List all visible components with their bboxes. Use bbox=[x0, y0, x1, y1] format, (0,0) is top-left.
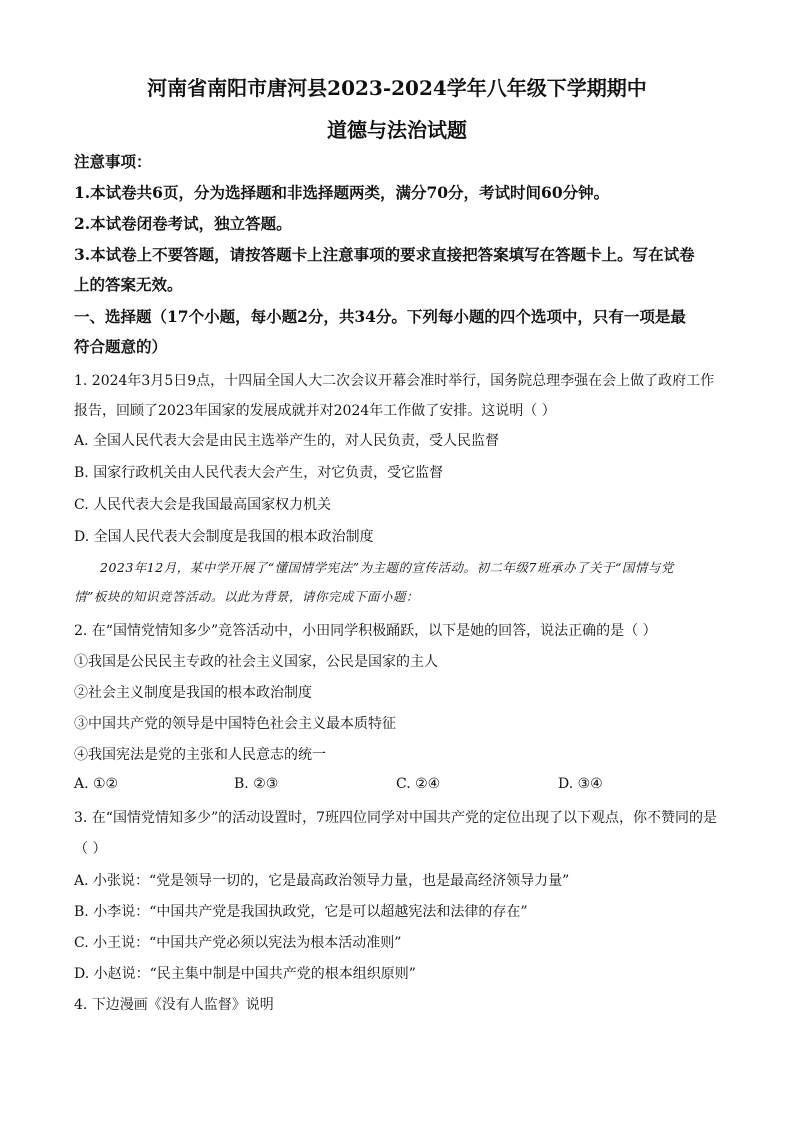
question-1-option-c: C. 人民代表大会是我国最高国家权力机关 bbox=[74, 497, 332, 513]
question-2-statement-3: ③中国共产党的领导是中国特色社会主义最本质特征 bbox=[74, 716, 396, 732]
question-2-stem: 2. 在“国情党情知多少”竞答活动中，小田同学积极踊跃，以下是她的回答，说法正确的是（ ） bbox=[74, 623, 657, 639]
notice-heading: 注意事项： bbox=[74, 152, 152, 171]
question-3-option-a: A. 小张说：“党是领导一切的，它是最高政治领导力量，也是最高经济领导力量” bbox=[74, 873, 570, 889]
notice-item-3: 3.本试卷上不要答题，请按答题卡上注意事项的要求直接把答案填写在答题卡上。写在试卷 bbox=[74, 245, 695, 264]
question-3-option-c: C. 小王说：“中国共产党必须以宪法为根本活动准则” bbox=[74, 935, 402, 951]
question-1-option-d: D. 全国人民代表大会制度是我国的根本政治制度 bbox=[74, 529, 374, 545]
question-2-choice-c: C. ②④ bbox=[396, 776, 441, 792]
question-4-stem: 4. 下边漫画《没有人监督》说明 bbox=[74, 997, 274, 1013]
question-3-stem: 3. 在“国情党情知多少”的活动设置时，7班四位同学对中国共产党的定位出现了以下观点，你不赞同的是 bbox=[74, 810, 718, 826]
notice-item-2: 2.本试卷闭卷考试，独立答题。 bbox=[74, 214, 292, 233]
question-2-choice-d: D. ③④ bbox=[558, 776, 603, 792]
question-3-stem-cont: （ ） bbox=[74, 841, 107, 857]
material-intro: 2023年12月，某中学开展了“懂国情学宪法”为主题的宣传活动。初二年级7班承办了关于“国情与党 bbox=[100, 560, 674, 575]
question-2-statement-4: ④我国宪法是党的主张和人民意志的统一 bbox=[74, 747, 326, 763]
question-1-option-a: A. 全国人民代表大会是由民主选举产生的，对人民负责，受人民监督 bbox=[74, 433, 500, 449]
notice-item-1: 1.本试卷共6页，分为选择题和非选择题两类，满分70分，考试时间60分钟。 bbox=[74, 183, 610, 202]
section-heading: 一、选择题（17个小题，每小题2分，共34分。下列每小题的四个选项中，只有一项是最 bbox=[74, 307, 686, 326]
question-1-stem: 1. 2024年3月5日9点，十四届全国人大二次会议开幕会准时举行，国务院总理李强在会上做了政府工作 bbox=[74, 373, 715, 389]
notice-item-3-cont: 上的答案无效。 bbox=[74, 275, 183, 294]
question-2-choice-a: A. ①② bbox=[74, 776, 119, 792]
question-3-option-b: B. 小李说：“中国共产党是我国执政党，它是可以超越宪法和法律的存在” bbox=[74, 904, 528, 920]
question-2-statement-2: ②社会主义制度是我国的根本政治制度 bbox=[74, 685, 312, 701]
question-2-choices bbox=[74, 776, 724, 796]
section-heading-cont: 符合题意的） bbox=[74, 337, 168, 356]
question-2-statement-1: ①我国是公民民主专政的社会主义国家，公民是国家的主人 bbox=[74, 654, 438, 670]
question-3-option-d: D. 小赵说：“民主集中制是中国共产党的根本组织原则” bbox=[74, 966, 416, 982]
exam-subtitle: 道德与法治试题 bbox=[327, 118, 467, 142]
question-1-stem-cont: 报告，回顾了2023年国家的发展成就并对2024年工作做了安排。这说明（ ） bbox=[74, 403, 556, 419]
exam-title: 河南省南阳市唐河县2023-2024学年八年级下学期期中 bbox=[147, 76, 647, 100]
material-intro-cont: 情”板块的知识竞答活动。以此为背景，请你完成下面小题： bbox=[74, 589, 419, 604]
question-1-option-b: B. 国家行政机关由人民代表大会产生，对它负责，受它监督 bbox=[74, 465, 444, 481]
question-2-choice-b: B. ②③ bbox=[234, 776, 279, 792]
